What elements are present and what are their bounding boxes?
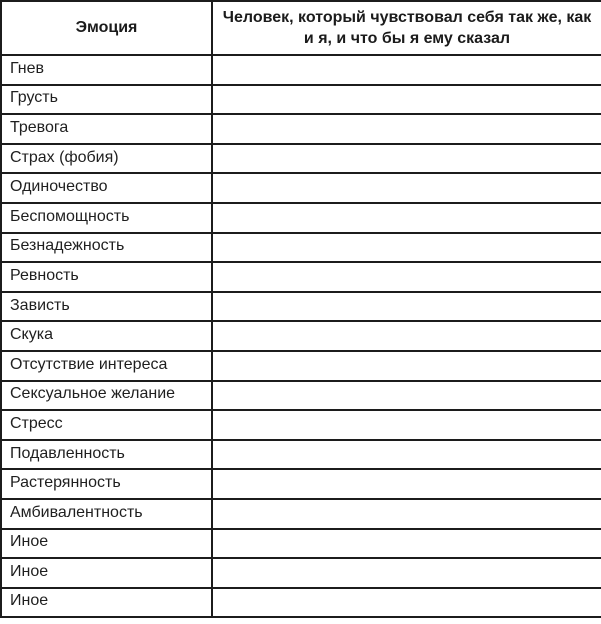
table-row: [1, 203, 601, 233]
table-row: [1, 499, 601, 529]
emotion-label-cell: Грусть: [1, 85, 212, 115]
emotion-label-cell: Отсутствие интереса: [1, 351, 212, 381]
emotion-label-cell: Подавленность: [1, 440, 212, 470]
table-row: [1, 351, 601, 381]
response-blank-cell[interactable]: [212, 351, 601, 381]
emotion-label-cell: Растерянность: [1, 469, 212, 499]
response-blank-cell[interactable]: [212, 203, 601, 233]
table-row: [1, 55, 601, 85]
emotion-label-cell: Одиночество: [1, 173, 212, 203]
emotion-label-cell: Ревность: [1, 262, 212, 292]
table-row: [1, 588, 601, 618]
response-blank-cell[interactable]: [212, 558, 601, 588]
emotion-label-cell: Иное: [1, 588, 212, 618]
emotion-label-cell: Зависть: [1, 292, 212, 322]
emotion-label-cell: Стресс: [1, 410, 212, 440]
response-blank-cell[interactable]: [212, 114, 601, 144]
table-row: [1, 114, 601, 144]
table-row: [1, 321, 601, 351]
table-row: [1, 233, 601, 263]
table-body: [1, 55, 601, 617]
response-blank-cell[interactable]: [212, 499, 601, 529]
response-blank-cell[interactable]: [212, 440, 601, 470]
emotion-label-cell: Иное: [1, 558, 212, 588]
table-row: [1, 292, 601, 322]
table-row: [1, 173, 601, 203]
response-blank-cell[interactable]: [212, 85, 601, 115]
response-blank-cell[interactable]: [212, 144, 601, 174]
emotion-label-cell: Беспомощность: [1, 203, 212, 233]
column-header-emotion: Эмоция: [1, 1, 212, 55]
response-blank-cell[interactable]: [212, 233, 601, 263]
emotion-label-cell: Амбивалентность: [1, 499, 212, 529]
emotion-label-cell: Скука: [1, 321, 212, 351]
header-row: [1, 1, 601, 55]
table-row: [1, 529, 601, 559]
emotion-label-cell: Гнев: [1, 55, 212, 85]
response-blank-cell[interactable]: [212, 173, 601, 203]
table-row: [1, 440, 601, 470]
table-row: [1, 144, 601, 174]
table-row: [1, 410, 601, 440]
response-blank-cell[interactable]: [212, 55, 601, 85]
response-blank-cell[interactable]: [212, 321, 601, 351]
response-blank-cell[interactable]: [212, 292, 601, 322]
response-blank-cell[interactable]: [212, 529, 601, 559]
table-row: [1, 262, 601, 292]
column-header-person-response: Человек, который чувствовал себя так же, как и я, и что бы я ему сказал: [212, 1, 601, 55]
response-blank-cell[interactable]: [212, 469, 601, 499]
response-blank-cell[interactable]: [212, 410, 601, 440]
emotion-label-cell: Страх (фобия): [1, 144, 212, 174]
table-row: [1, 558, 601, 588]
emotion-label-cell: Сексуальное желание: [1, 381, 212, 411]
response-blank-cell[interactable]: [212, 381, 601, 411]
response-blank-cell[interactable]: [212, 262, 601, 292]
table-row: [1, 469, 601, 499]
emotion-label-cell: Иное: [1, 529, 212, 559]
emotion-label-cell: Безнадежность: [1, 233, 212, 263]
table-row: [1, 381, 601, 411]
table-row: [1, 85, 601, 115]
response-blank-cell[interactable]: [212, 588, 601, 618]
emotion-label-cell: Тревога: [1, 114, 212, 144]
